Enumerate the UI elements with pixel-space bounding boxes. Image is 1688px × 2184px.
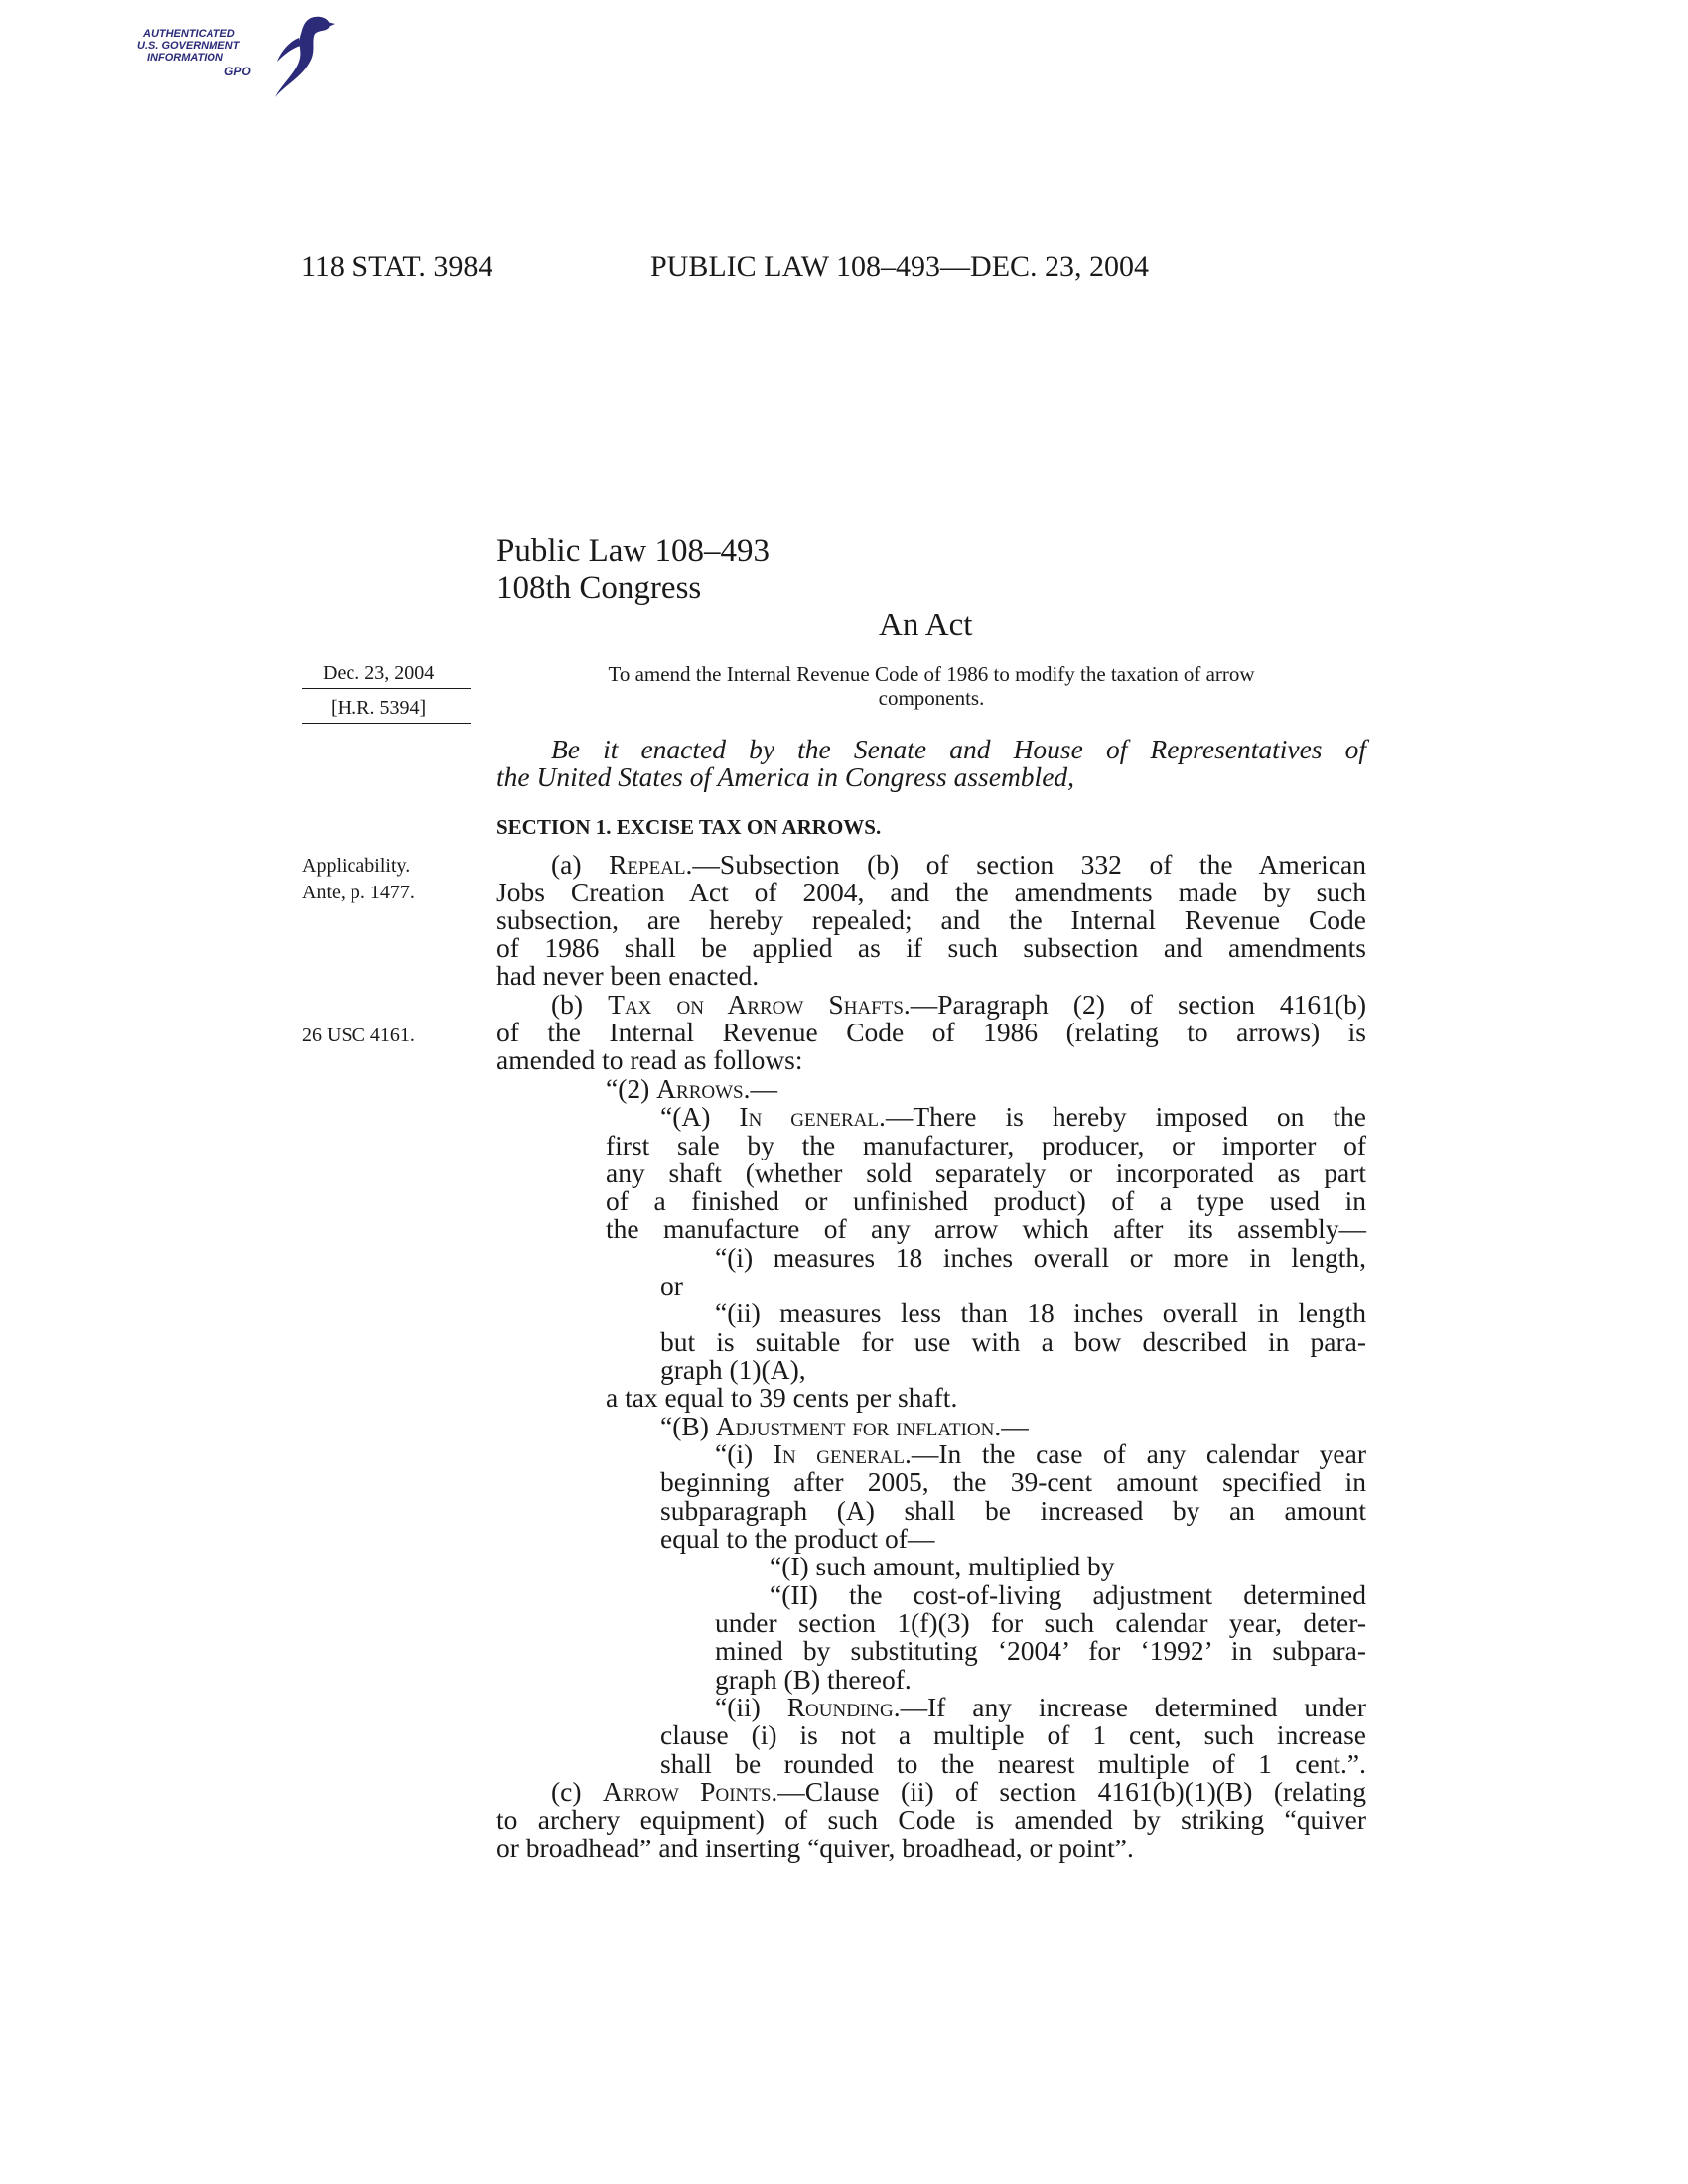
clause-B-ii-lead: “(ii) [715,1692,787,1722]
margin-bill-number: [H.R. 5394] [331,697,427,719]
subsection-c-lead: (c) [551,1776,603,1807]
subparagraph-A-text: .—There is hereby imposed on the [878,1101,1366,1132]
subparagraph-A-heading: In general [739,1101,879,1132]
clause-B-i-line-2: beginning after 2005, the 39-cent amount specified in [660,1466,1366,1497]
logo-gpo-mark: GPO [224,65,251,78]
subparagraph-A-line-2: first sale by the manufacturer, producer, or importer of [606,1130,1366,1160]
margin-date: Dec. 23, 2004 [323,662,435,684]
margin-usc-reference: 26 USC 4161. [302,1024,415,1046]
logo-line-3: INFORMATION [147,52,223,64]
clause-B-i-line-4: equal to the product of— [660,1523,935,1554]
subparagraph-A-lead: “(A) [660,1101,740,1132]
subparagraph-B-heading [660,1413,1029,1440]
subparagraph-A-line-3: any shaft (whether sold separately or incorporated as part [606,1158,1366,1188]
subparagraph-B-dash: .— [994,1411,1029,1441]
subclause-I-line: “(I) such amount, multiplied by [770,1551,1115,1581]
clause-B-i-lead: “(i) [715,1438,774,1469]
subsection-c-text: .—Clause (ii) of section 4161(b)(1)(B) (relating [771,1776,1366,1807]
clause-i-line-1: “(i) measures 18 inches overall or more in length, [715,1242,1366,1273]
margin-rule-bottom [302,723,471,724]
clause-B-i-heading: In general [773,1438,905,1469]
section-heading: SECTION 1. EXCISE TAX ON ARROWS. [496,815,882,839]
subsection-c-line-3: or broadhead” and inserting “quiver, broadhead, or point”. [496,1833,1134,1863]
subsection-c-heading: Arrow Points [602,1776,772,1807]
margin-ante-reference: Ante, p. 1477. [302,882,415,903]
gpo-authentication-logo [137,12,336,101]
subsection-a-line-1 [551,851,1366,879]
subsection-a-text: .—Subsection (b) of section 332 of the American [685,849,1366,880]
subsection-a-lead: (a) [551,849,610,880]
clause-i-line-2: or [660,1270,683,1300]
clause-B-ii-line-2: clause (i) is not a multiple of 1 cent, such increase [660,1719,1366,1750]
subsection-b-line-1 [551,991,1366,1019]
eagle-icon [241,12,336,101]
subparagraph-A-line-1 [660,1103,1366,1131]
clause-B-i-line-1 [715,1440,1366,1468]
subsection-b-heading: Tax on Arrow Shafts [608,989,904,1020]
subparagraph-B-lead: “(B) [660,1411,716,1441]
enacting-clause-line-1: Be it enacted by the Senate and House of Representatives of [551,734,1366,764]
clause-B-ii-line-1 [715,1694,1366,1721]
subsection-c-line-2: to archery equipment) of such Code is amended by striking “quiver [496,1804,1366,1835]
paragraph-2-heading [606,1075,777,1103]
clause-ii-line-1: “(ii) measures less than 18 inches overall in length [715,1297,1366,1328]
clause-B-ii-heading: Rounding [786,1692,894,1722]
subsection-a-line-4: of 1986 shall be applied as if such subsection and amendments [496,932,1366,963]
law-number: Public Law 108–493 [496,533,770,569]
subsection-c-line-1 [551,1778,1366,1806]
act-label: An Act [879,608,973,643]
subsection-b-line-2: of the Internal Revenue Code of 1986 (relating to arrows) is [496,1017,1366,1047]
subsection-b-text: .—Paragraph (2) of section 4161(b) [903,989,1366,1020]
tax-rate-line: a tax equal to 39 cents per shaft. [606,1382,958,1413]
clause-B-i-text: .—In the case of any calendar year [904,1438,1366,1469]
paragraph-2-lead: “(2) [606,1073,657,1104]
subparagraph-A-line-5: the manufacture of any arrow which after its assembly— [606,1213,1366,1244]
subsection-a-line-3: subsection, are hereby repealed; and the Internal Revenue Code [496,904,1366,935]
enacting-clause-line-2: the United States of America in Congress assembled, [496,761,1075,792]
margin-rule-top [302,688,471,689]
clause-B-i-line-3: subparagraph (A) shall be increased by an amount [660,1495,1366,1526]
logo-line-2: U.S. GOVERNMENT [137,40,240,52]
clause-B-ii-line-3: shall be rounded to the nearest multiple of 1 cent.”. [660,1748,1366,1779]
subsection-a-line-5: had never been enacted. [496,960,760,991]
congress-number: 108th Congress [496,570,702,606]
running-title: PUBLIC LAW 108–493—DEC. 23, 2004 [650,250,1150,283]
subclause-II-line-2: under section 1(f)(3) for such calendar year, deter- [715,1607,1366,1638]
margin-applicability: Applicability. [302,855,411,877]
subparagraph-A-line-4: of a finished or unfinished product) of a type used in [606,1185,1366,1216]
logo-line-1: AUTHENTICATED [143,28,235,40]
clause-B-ii-text: .—If any increase determined under [893,1692,1366,1722]
paragraph-2-dash: .— [743,1073,777,1104]
subsection-a-line-2: Jobs Creation Act of 2004, and the amendments made by such [496,877,1366,907]
subparagraph-B-title: Adjustment for inflation [715,1411,995,1441]
act-purpose-line-1: To amend the Internal Revenue Code of 1986 to modify the taxation of arrow [608,662,1255,686]
subsection-b-line-3: amended to read as follows: [496,1044,803,1075]
clause-ii-line-3: graph (1)(A), [660,1354,806,1385]
subsection-b-lead: (b) [551,989,609,1020]
clause-ii-line-2: but is suitable for use with a bow described in para- [660,1326,1366,1357]
paragraph-2-title: Arrows [656,1073,744,1104]
subsection-a-heading: Repeal [609,849,686,880]
statute-reference: 118 STAT. 3984 [301,250,493,283]
subclause-II-line-4: graph (B) thereof. [715,1664,912,1695]
subclause-II-line-3: mined by substituting ‘2004’ for ‘1992’ in subpara- [715,1635,1366,1666]
subclause-II-line-1: “(II) the cost-of-living adjustment determined [770,1579,1366,1610]
act-purpose-line-2: components. [878,686,985,710]
